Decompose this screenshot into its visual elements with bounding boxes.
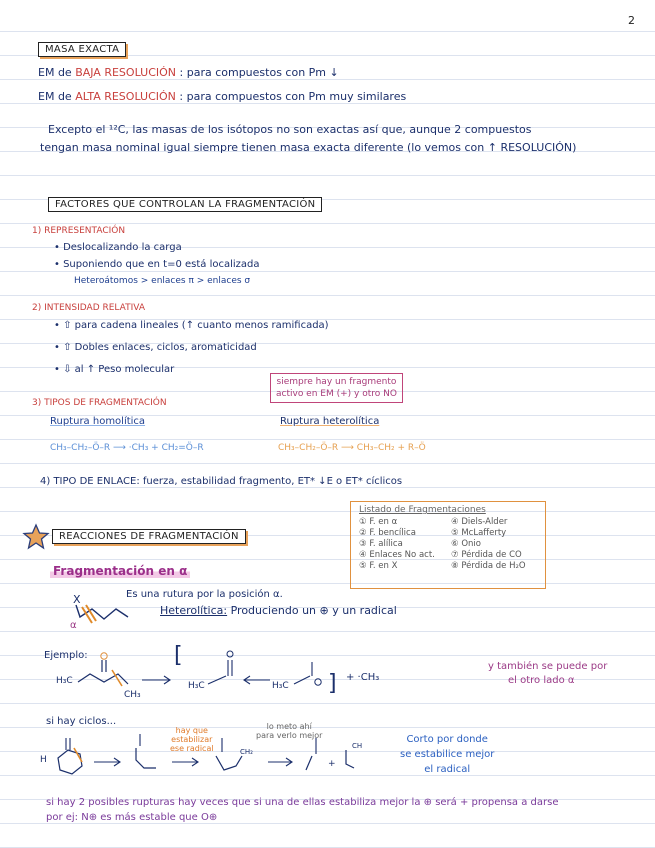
bottom-note-line2: por ej: N⊕ es más estable que O⊕	[46, 812, 218, 823]
fragment-note-box	[270, 373, 403, 403]
svg-text:]: ]	[328, 671, 337, 696]
tipo-enlace-text: 4) TIPO DE ENLACE: fuerza, estabilidad fragmento, ET* ↓E o ET* cíclicos	[40, 476, 403, 487]
ejemplo-h3c: H₃C	[56, 676, 73, 686]
homolitica-label: Ruptura homolítica	[50, 416, 146, 427]
svg-text:[: [	[174, 643, 183, 668]
tipos-title: 3) TIPOS DE FRAGMENTACIÓN	[32, 398, 167, 408]
em-alta-line	[38, 90, 406, 103]
listado-title: Listado de Fragmentaciones	[359, 505, 486, 515]
svg-text:CH: CH	[352, 742, 363, 750]
representacion-bullet2: • Suponiendo que en t=0 está localizada	[54, 259, 260, 270]
svg-text:+: +	[328, 759, 336, 769]
factores-heading: FACTORES QUE CONTROLAN LA FRAGMENTACIÓN	[48, 197, 322, 212]
masa-exacta-heading: MASA EXACTA	[38, 42, 126, 57]
svg-text:CH₂: CH₂	[240, 748, 253, 756]
ejemplo-label: Ejemplo:	[44, 650, 88, 661]
ciclos-label: si hay ciclos...	[46, 716, 117, 727]
svg-text:H: H	[40, 755, 47, 765]
listado-item: ⑤ F. en X	[359, 561, 398, 571]
intensidad-bullet1: • ⇧ para cadena lineales (↑ cuanto menos ramificada)	[54, 320, 329, 331]
em-baja-line	[38, 66, 339, 79]
cyc-note-meto-2: para verlo mejor	[256, 731, 323, 740]
ejemplo-plus-ch3: + ·CH₃	[346, 672, 380, 683]
svg-text:H₃C: H₃C	[272, 681, 289, 691]
intensidad-title: 2) INTENSIDAD RELATIVA	[32, 303, 145, 313]
em-baja-rest: : para compuestos con Pm ↓	[179, 66, 339, 79]
listado-item: ④ Diels-Alder	[451, 517, 508, 527]
frag-def1: Es una rutura por la posición α.	[126, 589, 283, 600]
cyc-right-note-3: el radical	[424, 764, 471, 775]
bottom-note-line1: si hay 2 posibles rupturas hay veces que si una de ellas estabiliza mejor la ⊕ será + propensa a darse	[46, 797, 559, 808]
cyc-right-note-2: se estabilice mejor	[400, 749, 495, 760]
ciclos-scheme	[36, 730, 366, 790]
em-alta-highlight: ALTA RESOLUCIÓN	[75, 90, 176, 103]
em-alta-prefix: EM de	[38, 90, 72, 103]
listado-item: ⑤ McLafferty	[451, 528, 507, 538]
homolitica-scheme: CH₃–CH₂–Ö–R ⟶ ·CH₃ + CH₂=Ö–R	[50, 443, 204, 453]
listado-box	[350, 501, 546, 589]
ejemplo-ch3: CH₃	[124, 690, 141, 700]
em-alta-rest: : para compuestos con Pm muy similares	[179, 90, 407, 103]
heterolitica-label: Ruptura heterolítica	[280, 416, 380, 427]
star-icon	[22, 523, 52, 551]
reacciones-heading: REACCIONES DE FRAGMENTACIÓN	[52, 529, 246, 544]
listado-item: ⑧ Pérdida de H₂O	[451, 561, 526, 571]
listado-item: ⑦ Pérdida de CO	[451, 550, 522, 560]
listado-grid	[359, 517, 537, 572]
listado-item: ④ Enlaces No act.	[359, 550, 435, 560]
tipo-enlace-line	[40, 476, 402, 487]
cyc-note-stabilize-1: hay que	[175, 726, 208, 735]
listado-item: ② F. bencílica	[359, 528, 416, 538]
heterolitica-scheme: CH₃–CH₂–Ö–R ⟶ CH₃–CH₂ + R–Ö	[278, 443, 426, 453]
cyc-right-note-1: Corto por donde	[406, 734, 488, 745]
isotope-note-line2: tengan masa nominal igual siempre tienen masa exacta diferente (lo vemos con ↑ RESOLUCIÓN)	[40, 141, 577, 154]
page-number: 2	[628, 14, 635, 27]
intensidad-bullet3: • ⇩ al ↑ Peso molecular	[54, 364, 175, 375]
x-label: X	[73, 593, 81, 606]
frag-alpha-title: Fragmentación en α	[50, 564, 190, 578]
ejemplo-note2: el otro lado α	[508, 675, 575, 686]
frag-def2-label: Heterolítica:	[160, 604, 228, 617]
representacion-title: 1) REPRESENTACIÓN	[32, 226, 126, 236]
isotope-note-line1: Excepto el ¹²C, las masas de los isótopos no son exactas así que, aunque 2 compuestos	[48, 123, 532, 136]
alpha-bond-sketch	[70, 603, 140, 633]
listado-item: ⑥ Onio	[451, 539, 481, 549]
intensidad-bullet2: • ⇧ Dobles enlaces, ciclos, aromaticidad	[54, 342, 257, 353]
listado-item: ③ F. alílica	[359, 539, 403, 549]
em-baja-highlight: BAJA RESOLUCIÓN	[75, 66, 177, 79]
cyc-note-stabilize-3: ese radical	[170, 744, 214, 753]
svg-text:H₃C: H₃C	[188, 681, 205, 691]
alpha-label: α	[70, 620, 77, 631]
representacion-order: Heteroátomos > enlaces π > enlaces σ	[74, 276, 251, 286]
representacion-bullet1: • Deslocalizando la carga	[54, 242, 182, 253]
fragment-note-line1: siempre hay un fragmento	[276, 377, 397, 387]
frag-def2	[160, 604, 397, 617]
cyc-note-stabilize-2: estabilizar	[171, 735, 213, 744]
frag-def2-text: Produciendo un ⊕ y un radical	[230, 604, 397, 617]
fragment-note-line2: activo en EM (+) y otro NO	[276, 389, 397, 399]
ejemplo-scheme	[60, 643, 380, 710]
em-baja-prefix: EM de	[38, 66, 72, 79]
cyc-right-note	[400, 732, 494, 777]
ejemplo-note1: y también se puede por	[488, 661, 608, 672]
cyc-note-meto-1: lo meto ahí	[266, 722, 312, 731]
listado-item: ① F. en α	[359, 517, 398, 527]
